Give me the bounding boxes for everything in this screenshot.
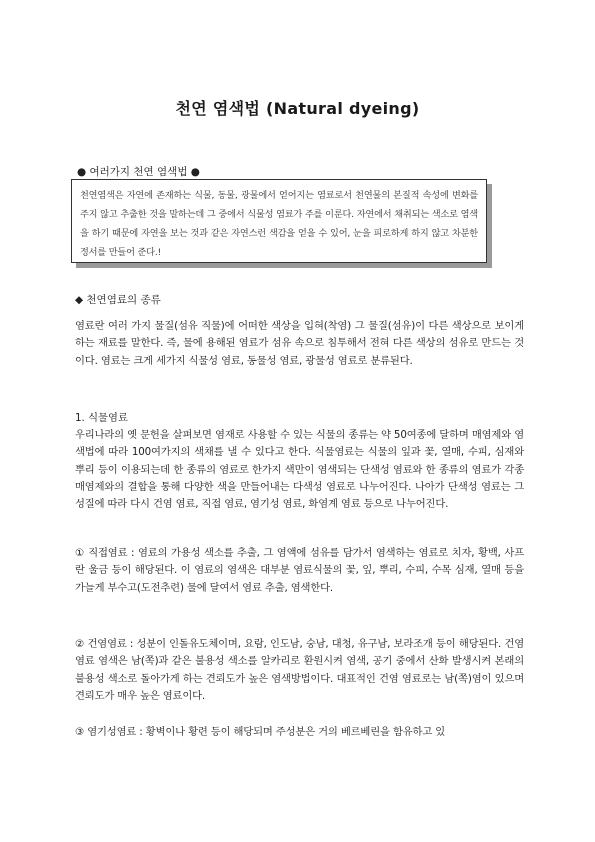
page-title: 천연 염색법 (Natural dyeing) <box>175 99 420 118</box>
intro-box-text: 천연염색은 자연에 존재하는 식물, 동물, 광물에서 얻어지는 염료로서 천연물의 본질적 속성에 변화를 주지 않고 추출한 것을 말하는데 그 중에서 식물성 염료가 주를 이룬다. 자연에서 채취되는 색소로 염색을 하기 때문에 자연을 보는 것과 같은 자연스런 색감을 얻을 수 있어, 눈을 피로하게 하지 않고 차분한 정서를 만들어 준다.! <box>80 190 478 258</box>
subsection-title-plant-dyes: 1. 식물염료 <box>75 412 128 424</box>
intro-box <box>71 179 487 263</box>
section-heading-dye-types: ◆ 천연염료의 종류 <box>75 294 161 306</box>
basic-dye-paragraph: ③ 염기성염료 : 황벽이나 황련 등이 해당되며 주성분은 거의 베르베린을 함유하고 있 <box>75 726 446 738</box>
section-heading-dyeing-methods: ● 여러가지 천연 염색법 ● <box>77 166 200 178</box>
dye-definition-paragraph: 염료란 여러 가지 물질(섬유 직물)에 어떠한 색상을 입혀(착염) 그 물질(섬유)이 다른 색상으로 보이게 하는 재료를 말한다. 즉, 물에 용해된 염료가 섬유 속으로 침투해서 전혀 다른 색상의 섬유로 만드는 것이다. 염료는 크게 세가지 식물성 염료, 동물성 염료, 광물성 염료로 분류된다. <box>75 320 524 367</box>
vat-dye-paragraph: ② 건염염료 : 성분이 인돌유도체이며, 요람, 인도남, 숭남, 대청, 유구남, 보라조개 등이 해당된다. 건염 염료 염색은 남(쪽)과 같은 불용성 색소를 알카리로 환원시켜 염색, 공기 중에서 산화 발생시켜 본래의 불용성 색소로 돌아가게 하는 견뢰도가 높은 염색방법이다. 대표적인 건염 염료로는 남(쪽)염이 있으며 견뢰도가 매우 높은 염료이다. <box>75 638 524 702</box>
direct-dye-paragraph: ① 직접염료 : 염료의 가용성 색소를 추출, 그 염액에 섬유를 담가서 염색하는 염료로 치자, 황백, 사프란 울금 등이 해당된다. 이 염료의 염색은 대부분 염료식물의 꽃, 잎, 뿌리, 수피, 수목 심재, 열매 등을 가늘게 부수고(도전추련) 물에 달여서 염료 추출, 염색한다. <box>75 547 524 594</box>
plant-dyes-paragraph: 우리나라의 옛 문헌을 살펴보면 염재로 사용할 수 있는 식물의 종류는 약 50여종에 달하며 매염제와 염색법에 따라 100여가지의 색채를 낼 수 있다고 한다. 식물염료는 식물의 잎과 꽃, 열매, 수피, 심재와 뿌리 등이 이용되는데 한 종류의 염료로 한가지 색만이 염색되는 단색성 염료와 한 종류의 염료가 각종 매염제와의 결합을 통해 다양한 색을 만들어내는 다색성 염료로 나누어진다. 나아가 단색성 염료는 그 성질에 따라 다시 건염 염료, 직접 염료, 염기성 염료, 화염계 염료 등으로 나누어진다. <box>75 429 524 511</box>
